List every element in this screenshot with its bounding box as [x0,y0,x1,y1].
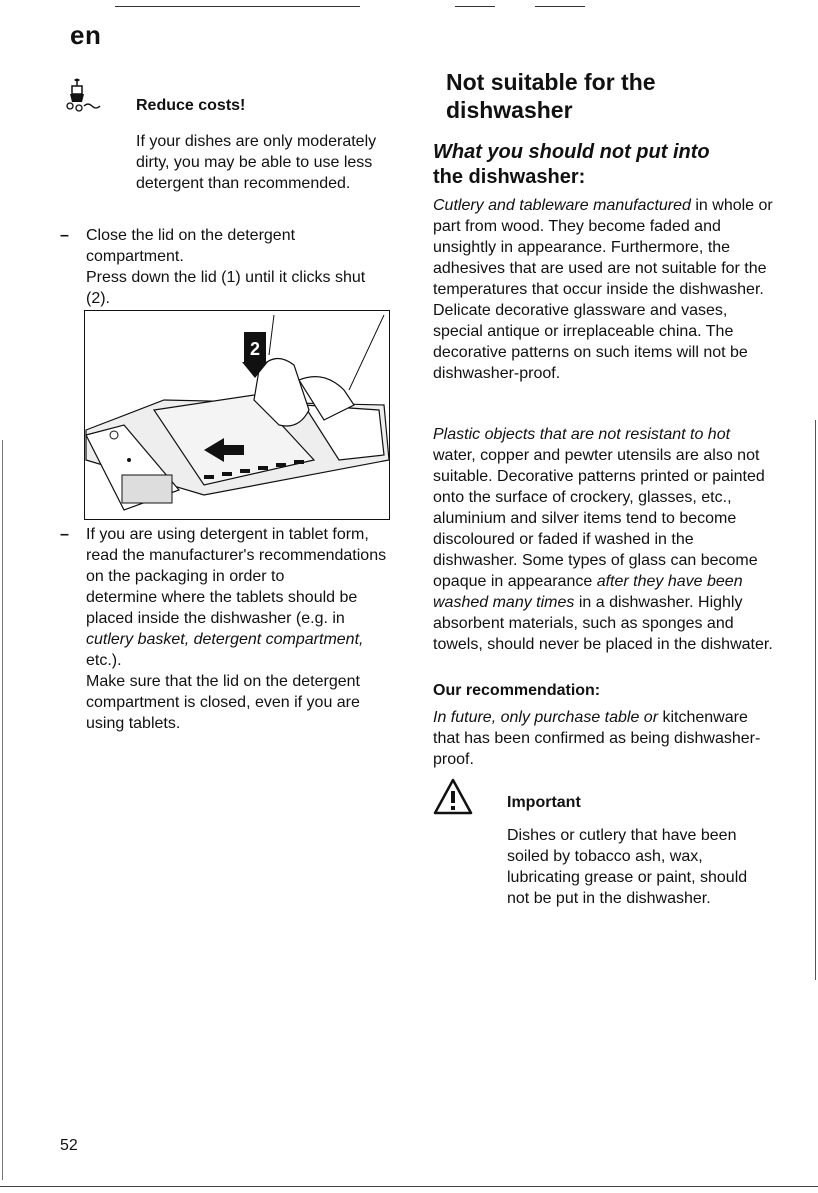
paragraph-plastic-objects [433,424,773,655]
step-tablet-text-italic: cutlery basket, detergent compartment, [86,631,364,648]
p1-rest: in whole or part from wood. They become faded and unsightly in appearance. Furthermore, the adhesives that are used are not suitable for the temperatures that occur inside the dishwasher. Delicate decorative glassware and vases, special antique or irreplaceable china. The decorative patterns on such items will not be dishwasher-proof. [433,197,773,382]
bullet-dash: – [60,227,69,244]
step-tablet-text-b: etc.). Make sure that the lid on the detergent compartment is closed, even if you are using tablets. [86,652,360,732]
detergent-lid-illustration [84,310,390,520]
p2-a: water, copper and pewter utensils are also not suitable. Decorative patterns printed or painted onto the surface of crockery, glasses, etc., aluminium and silver items tend to become discoloured or faded if washed in the dishwasher. Some types of glass can become opaque in appearance [433,447,765,590]
page-number: 52 [60,1137,78,1154]
reduce-costs-heading: Reduce costs! [136,97,246,114]
p2-italic: Plastic objects that are not resistant to hot [433,426,731,443]
rec-italic: In future, only purchase table or [433,709,659,726]
bottom-rule [0,1186,818,1187]
bullet-dash: – [60,526,69,543]
warning-icon [433,778,473,816]
scan-edge-right [815,420,816,980]
step-close-lid [60,225,390,309]
p2-b: in a dishwasher. Highly absorbent materials, such as sponges and towels, should never be placed in the dishwater. [433,594,773,653]
figure-step-number: 2 [250,339,261,359]
important-body: Dishes or cutlery that have been soiled by tobacco ash, wax, lubricating grease or paint, should not be put in the dishwasher. [507,827,748,907]
paragraph-wood-tableware [433,195,773,384]
p2-italic-2: after they have been washed many times [433,573,743,611]
recommendation-heading: Our recommendation: [433,682,601,699]
top-rule-short [535,6,585,7]
section-subtitle [433,140,773,190]
step-tablet-detergent [60,524,390,734]
top-rule-short [455,6,495,7]
step-tablet-detergent-text [86,524,390,734]
scan-edge-left [2,440,3,1180]
subtitle-rest: the dishwasher: [433,166,586,188]
step-tablet-text-a: If you are using detergent in tablet form, read the manufacturer's recommendations on the packaging in order to determine where the tablets should be placed inside the dishwasher (e.g. in [86,526,387,627]
p1-italic: Cutlery and tableware manufactured [433,197,691,214]
rec-rest: kitchenware that has been confirmed as being dishwasher-proof. [433,709,761,768]
important-heading: Important [507,794,581,811]
top-rule [115,6,360,7]
eco-tip-icon [60,76,116,116]
step-close-lid-text: Close the lid on the detergent compartment. Press down the lid (1) until it clicks shut (2). [86,227,366,307]
language-label: en [70,20,102,50]
subtitle-italic: What you should not put into [433,141,710,163]
reduce-costs-body: If your dishes are only moderately dirty, you may be able to use less detergent than recommended. [136,133,377,192]
section-title: Not suitable for the dishwasher [446,69,656,123]
recommendation-body [433,707,773,770]
